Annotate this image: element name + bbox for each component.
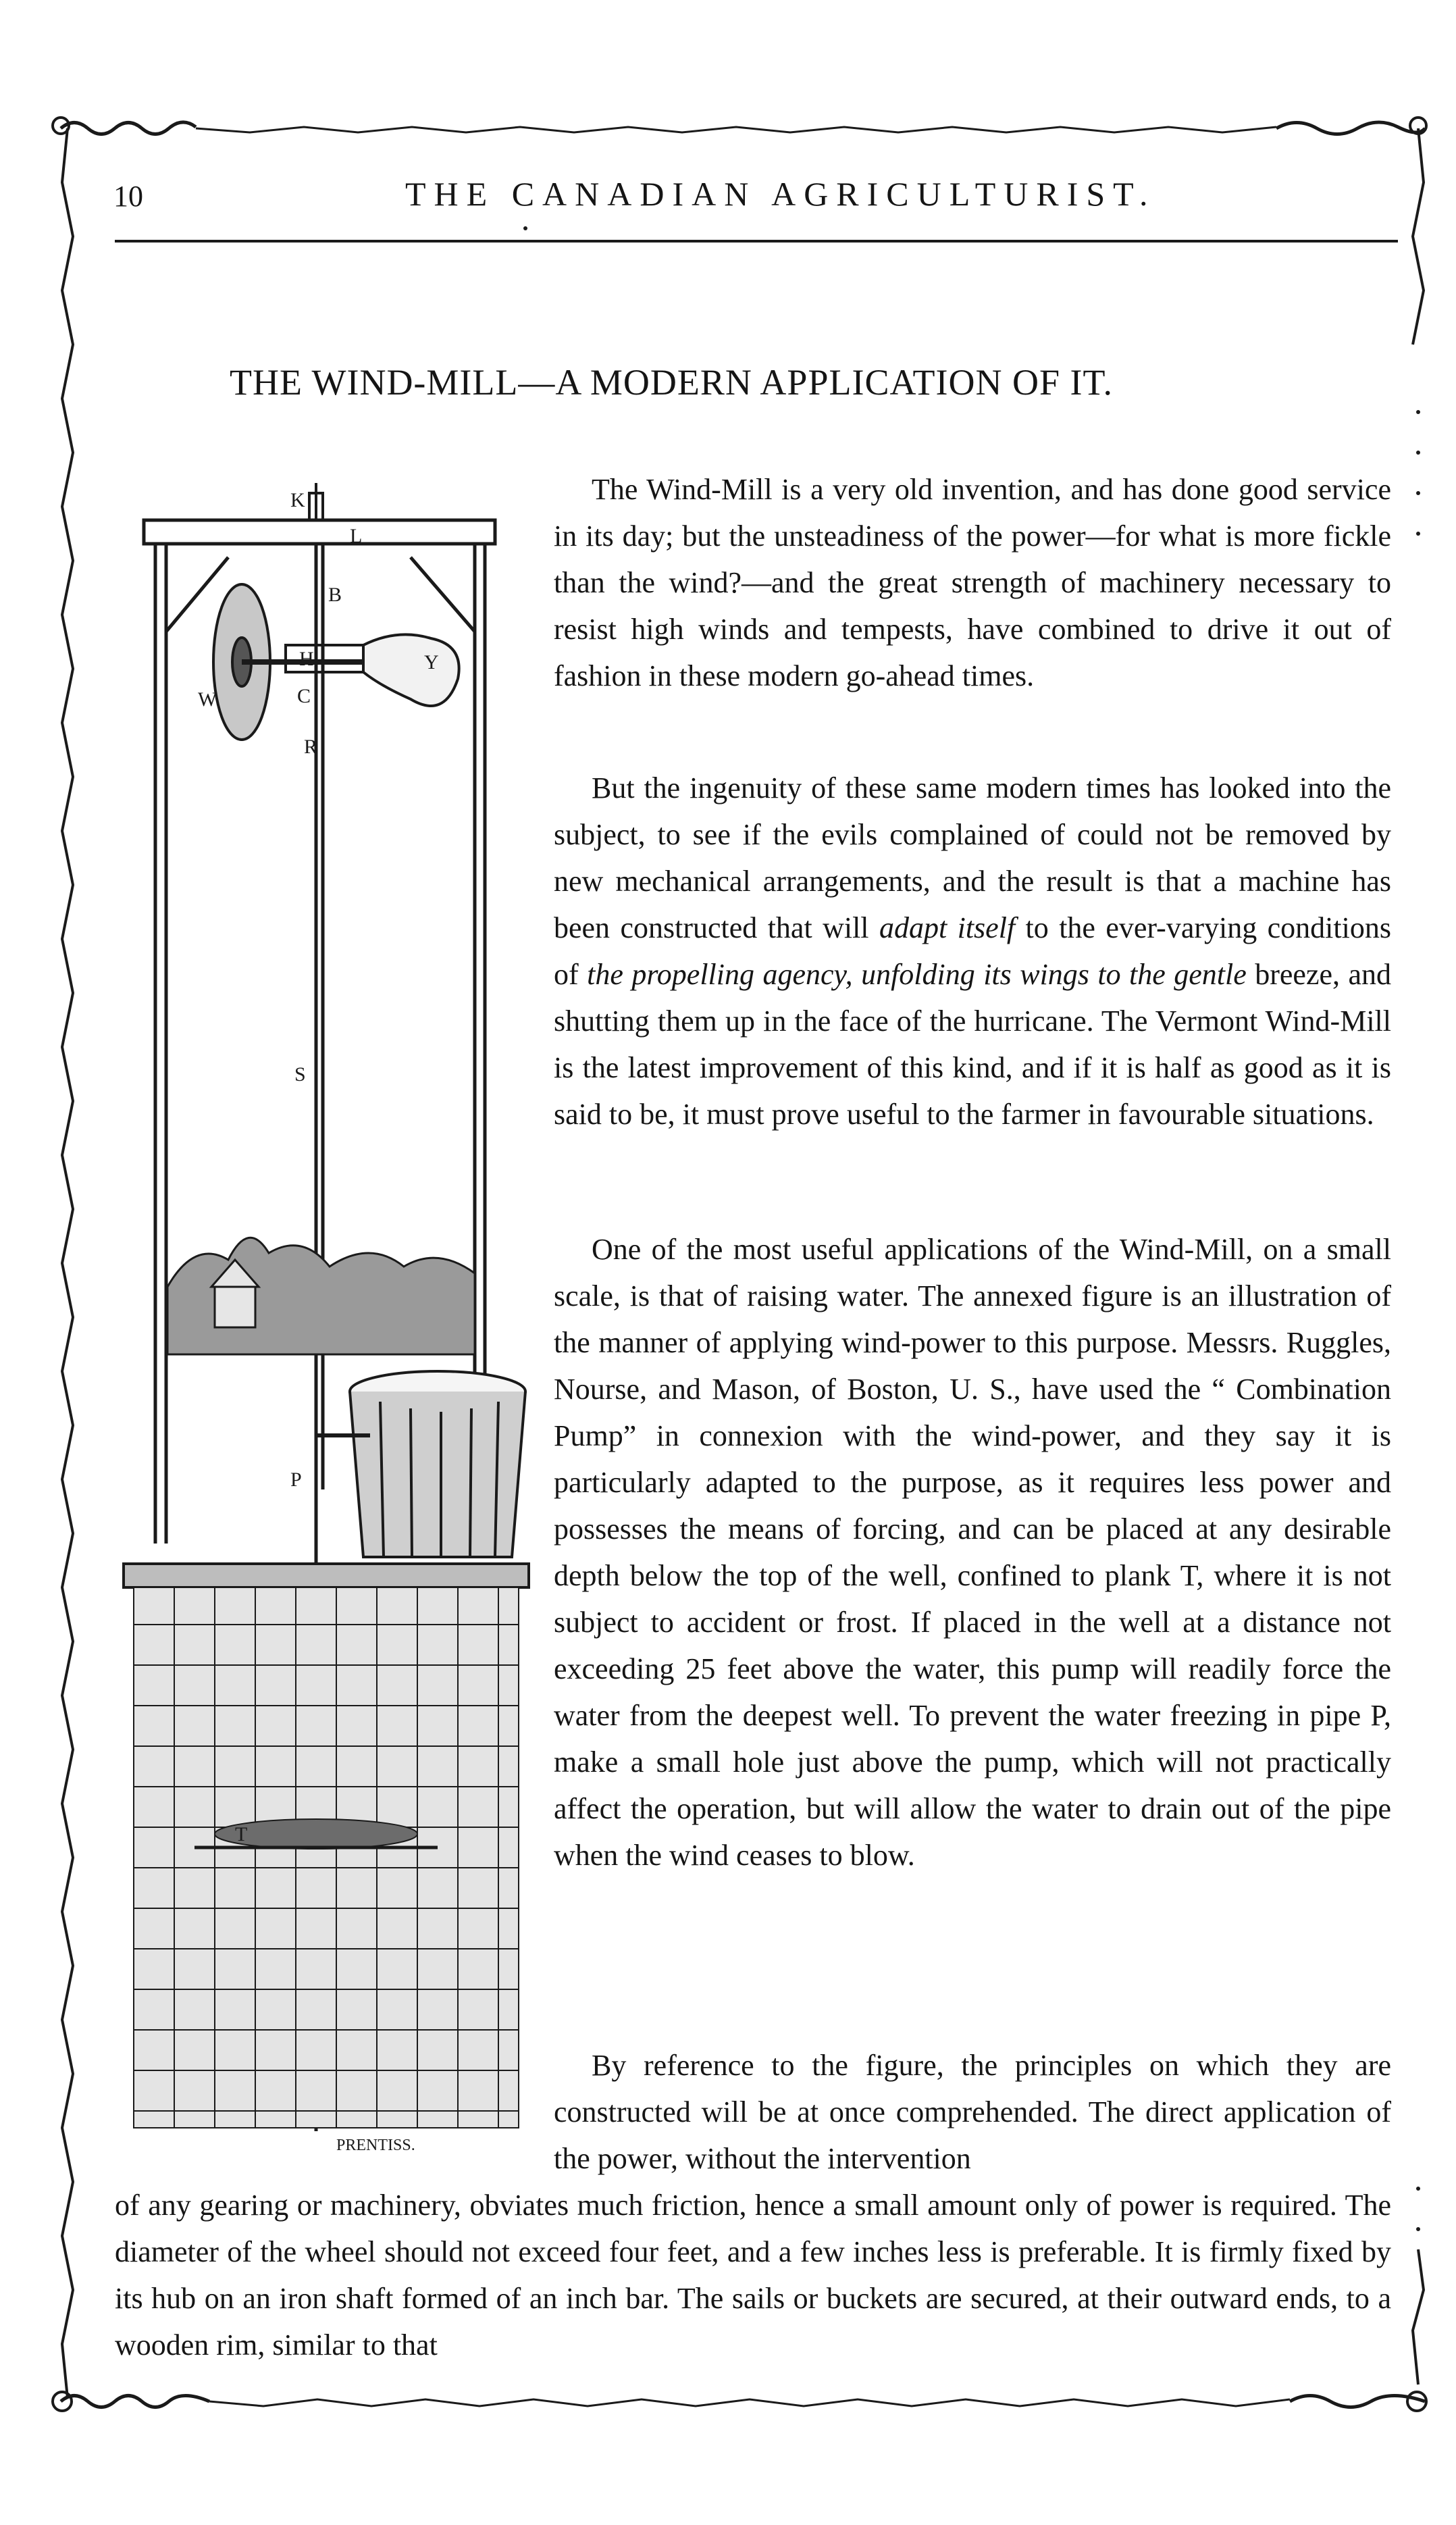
paragraph-2: But the ingenuity of these same modern times has looked into the subject, to see if the evils complained of could not be removed by new mechanical arrangements, and the result is that a machine has been constructed that will adapt itself to the ever-varying conditions of the propelling agency, unfolding its wings to the gentle breeze, and shutting them up in the face of the hurricane. The Vermont Wind-Mill is the latest improvement of this kind, and if it is half as good as it is said to be, it must prove useful to the farmer in favourable situations. — [554, 771, 1391, 1131]
paragraph-3: One of the most useful applications of the Wind-Mill, on a small scale, is that of raising water. The annexed figure is an illustration of the manner of applying wind-power to this purpose. Messrs. Ruggles, Nourse, and Mason, of Boston, U. S., have used the “ Combination Pump” in connexion with the wind-power, and they say it is particularly adapted to the purpose, as it requires less power and possesses the means of forcing, and can be placed at any desirable depth below the top of the well, confined to plank T, where it is not subject to accident or frost. If placed in the well at a distance not exceeding 25 feet above the water, this pump will readily force the water from the deepest well. To prevent the water freezing in pipe P, make a small hole just above the pump, which will not practically affect the operation, but will allow the water to drain out of the pipe when the wind ceases to blow. — [554, 1233, 1391, 1872]
wheel-w — [213, 584, 459, 740]
water-tub — [316, 1371, 525, 1557]
label-p: P — [290, 1469, 302, 1491]
label-y: Y — [424, 651, 439, 673]
emphasis-adapt-itself: adapt itself — [879, 911, 1016, 944]
ornamental-border-right — [1398, 128, 1438, 2398]
label-b: B — [328, 584, 342, 606]
header-dot — [523, 226, 527, 230]
article-title: THE WIND-MILL—A MODERN APPLICATION OF IT. — [230, 362, 1113, 403]
well-curb — [124, 1564, 529, 1587]
vane-k — [309, 483, 323, 520]
paragraph-5: of any gearing or machinery, obviates much friction, hence a small amount only of power is required. The diameter of the wheel should not exceed four feet, and a few inches less is preferable. It is firmly fixed by its hub on an iron shaft formed of an inch bar. The sails or buckets are secured, at their outward ends, to a wooden rim, similar to that — [115, 2189, 1391, 2362]
label-h: H — [299, 648, 314, 670]
label-w: W — [198, 688, 217, 711]
well-brickwork — [134, 1587, 519, 2128]
label-r: R — [304, 736, 318, 758]
ornamental-border-left — [47, 128, 88, 2398]
emphasis-propelling-agency: the propelling agency, unfolding its wings to the gentle — [587, 958, 1247, 991]
label-k: K — [290, 489, 305, 511]
header-rule — [115, 240, 1398, 243]
label-l: L — [350, 525, 363, 547]
running-title: THE CANADIAN AGRICULTURIST. — [405, 175, 1156, 213]
label-t: T — [235, 1823, 248, 1845]
ornamental-border-top — [47, 113, 1432, 141]
page-number: 10 — [113, 180, 143, 213]
label-s: S — [294, 1063, 306, 1086]
ornamental-border-bottom — [47, 2384, 1432, 2418]
engraver-credit: PRENTISS. — [336, 2137, 415, 2154]
windmill-pump-figure — [113, 476, 539, 2158]
paragraph-4: By reference to the figure, the principles on which they are constructed will be at once comprehended. The direct application of the power, without the intervention — [554, 2049, 1391, 2175]
label-c: C — [297, 685, 311, 707]
paragraph-1: The Wind-Mill is a very old invention, and has done good service in its day; but the unsteadiness of the power—for what is more fickle than the wind?—and the great strength of machinery necessary to resist high winds and tempests, have combined to drive it out of fashion in these modern go-ahead times. — [554, 473, 1391, 692]
